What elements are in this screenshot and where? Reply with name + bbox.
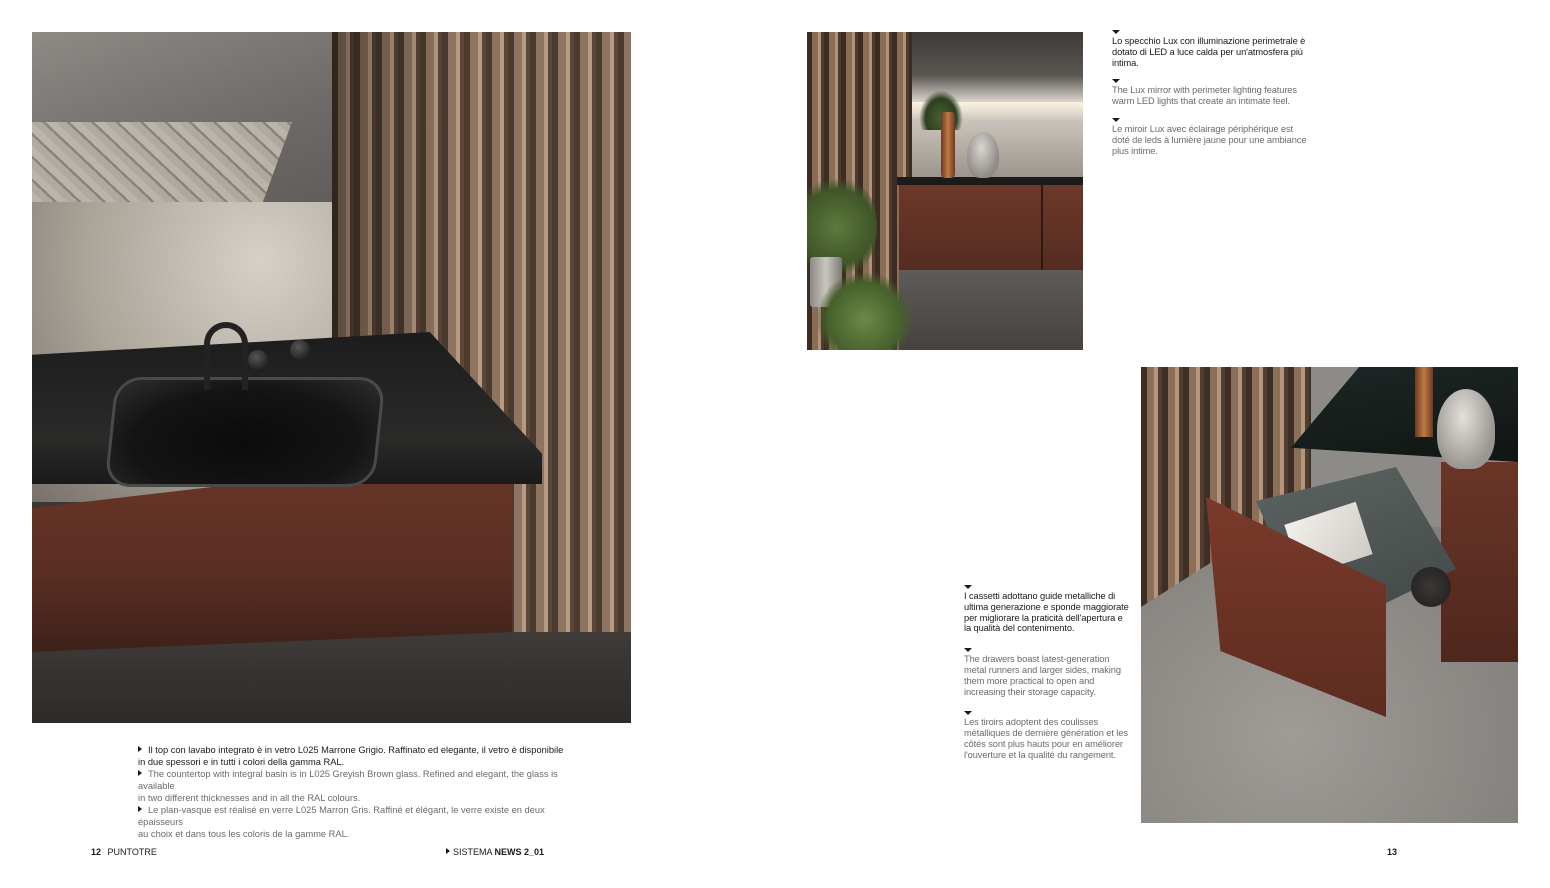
footer-center — [446, 847, 544, 857]
caret-down-icon — [1112, 79, 1120, 83]
basin-caption — [138, 744, 588, 840]
caret-right-icon — [138, 806, 142, 812]
rust-cabinet — [899, 185, 1083, 270]
caption-it — [1112, 30, 1312, 68]
copper-vase — [1415, 367, 1433, 437]
tap-knob — [248, 350, 268, 370]
vanity-basin-photo — [32, 32, 631, 723]
open-drawer-photo — [1141, 367, 1518, 823]
faucet — [204, 322, 248, 390]
caption-fr — [1112, 118, 1312, 156]
caption-text: I cassetti adottano guide metalliche di ultima generazione e sponde maggiorate per migliorare la praticità dell'apertura e la qualità del contenimento. — [964, 591, 1129, 634]
lower-wall — [899, 270, 1083, 350]
caret-down-icon — [964, 711, 972, 715]
caption-text: in due spessori e in tutti i colori della gamma RAL. — [138, 757, 345, 767]
drawer-caption — [964, 585, 1129, 772]
caption-en — [1112, 79, 1312, 107]
rust-cabinet — [1441, 462, 1518, 662]
caption-fr — [964, 711, 1129, 760]
page-number-left: 12 — [91, 847, 102, 857]
caret-down-icon — [964, 585, 972, 589]
caption-it — [964, 585, 1129, 634]
caption-text: Il top con lavabo integrato è in vetro L025 Marrone Grigio. Raffinato ed elegante, il vetro è disponibile — [148, 745, 564, 755]
caption-line — [138, 792, 588, 804]
caption-line — [138, 744, 588, 756]
caption-text: The Lux mirror with perimeter lighting features warm LED lights that create an intimate feel. — [1112, 85, 1297, 107]
caret-right-icon — [138, 770, 142, 776]
magazine-issue: NEWS 2_01 — [494, 847, 545, 857]
soap-dish — [1411, 567, 1451, 607]
caret-down-icon — [1112, 30, 1120, 34]
caption-text: The drawers boast latest-generation metal runners and larger sides, making them more practical to open and increasing their storage capacity. — [964, 654, 1121, 697]
magazine-prefix: SISTEMA — [453, 847, 493, 857]
caret-down-icon — [964, 648, 972, 652]
buddha-statue — [1437, 389, 1495, 469]
caption-text: Le plan-vasque est réalisé en verre L025 Marron Gris. Raffiné et élégant, le verre existe en deux épaisseurs — [138, 805, 545, 827]
lux-mirror-photo — [807, 32, 1083, 350]
caption-text: Le miroir Lux avec éclairage périphérique est doté de leds à lumière jaune pour une ambiance plus intime. — [1112, 123, 1307, 156]
buddha-statue — [967, 132, 999, 178]
copper-vase — [941, 112, 955, 178]
footer-left — [91, 847, 157, 857]
mirror-caption — [1112, 30, 1312, 167]
caret-right-icon — [138, 746, 142, 752]
caption-text: The countertop with integral basin is in L025 Greyish Brown glass. Refined and elegant, the glass is available — [138, 769, 558, 791]
brand-name: PUNTOTRE — [107, 847, 157, 857]
caption-text: au choix et dans tous les coloris de la gamme RAL. — [138, 829, 350, 839]
caption-text: Lo specchio Lux con illuminazione perimetrale è dotato di LED a luce calda per un'atmosfera più intima. — [1112, 36, 1306, 68]
caret-right-icon — [446, 848, 450, 854]
caption-text: Les tiroirs adoptent des coulisses métalliques de dernière génération et les côtés sont plus hauts pour en améliorer l'ouverture et la qualité du rangement. — [964, 717, 1128, 760]
caption-line — [138, 768, 588, 792]
caption-line — [138, 756, 588, 768]
caption-en — [964, 648, 1129, 697]
tap-knob — [290, 340, 310, 360]
integrated-basin — [104, 377, 386, 487]
caret-down-icon — [1112, 118, 1120, 122]
caption-text: in two different thicknesses and in all the RAL colours. — [138, 793, 361, 803]
caption-line — [138, 804, 588, 828]
page-number-right: 13 — [1387, 847, 1398, 857]
glass-top — [897, 177, 1083, 185]
caption-line — [138, 828, 588, 840]
